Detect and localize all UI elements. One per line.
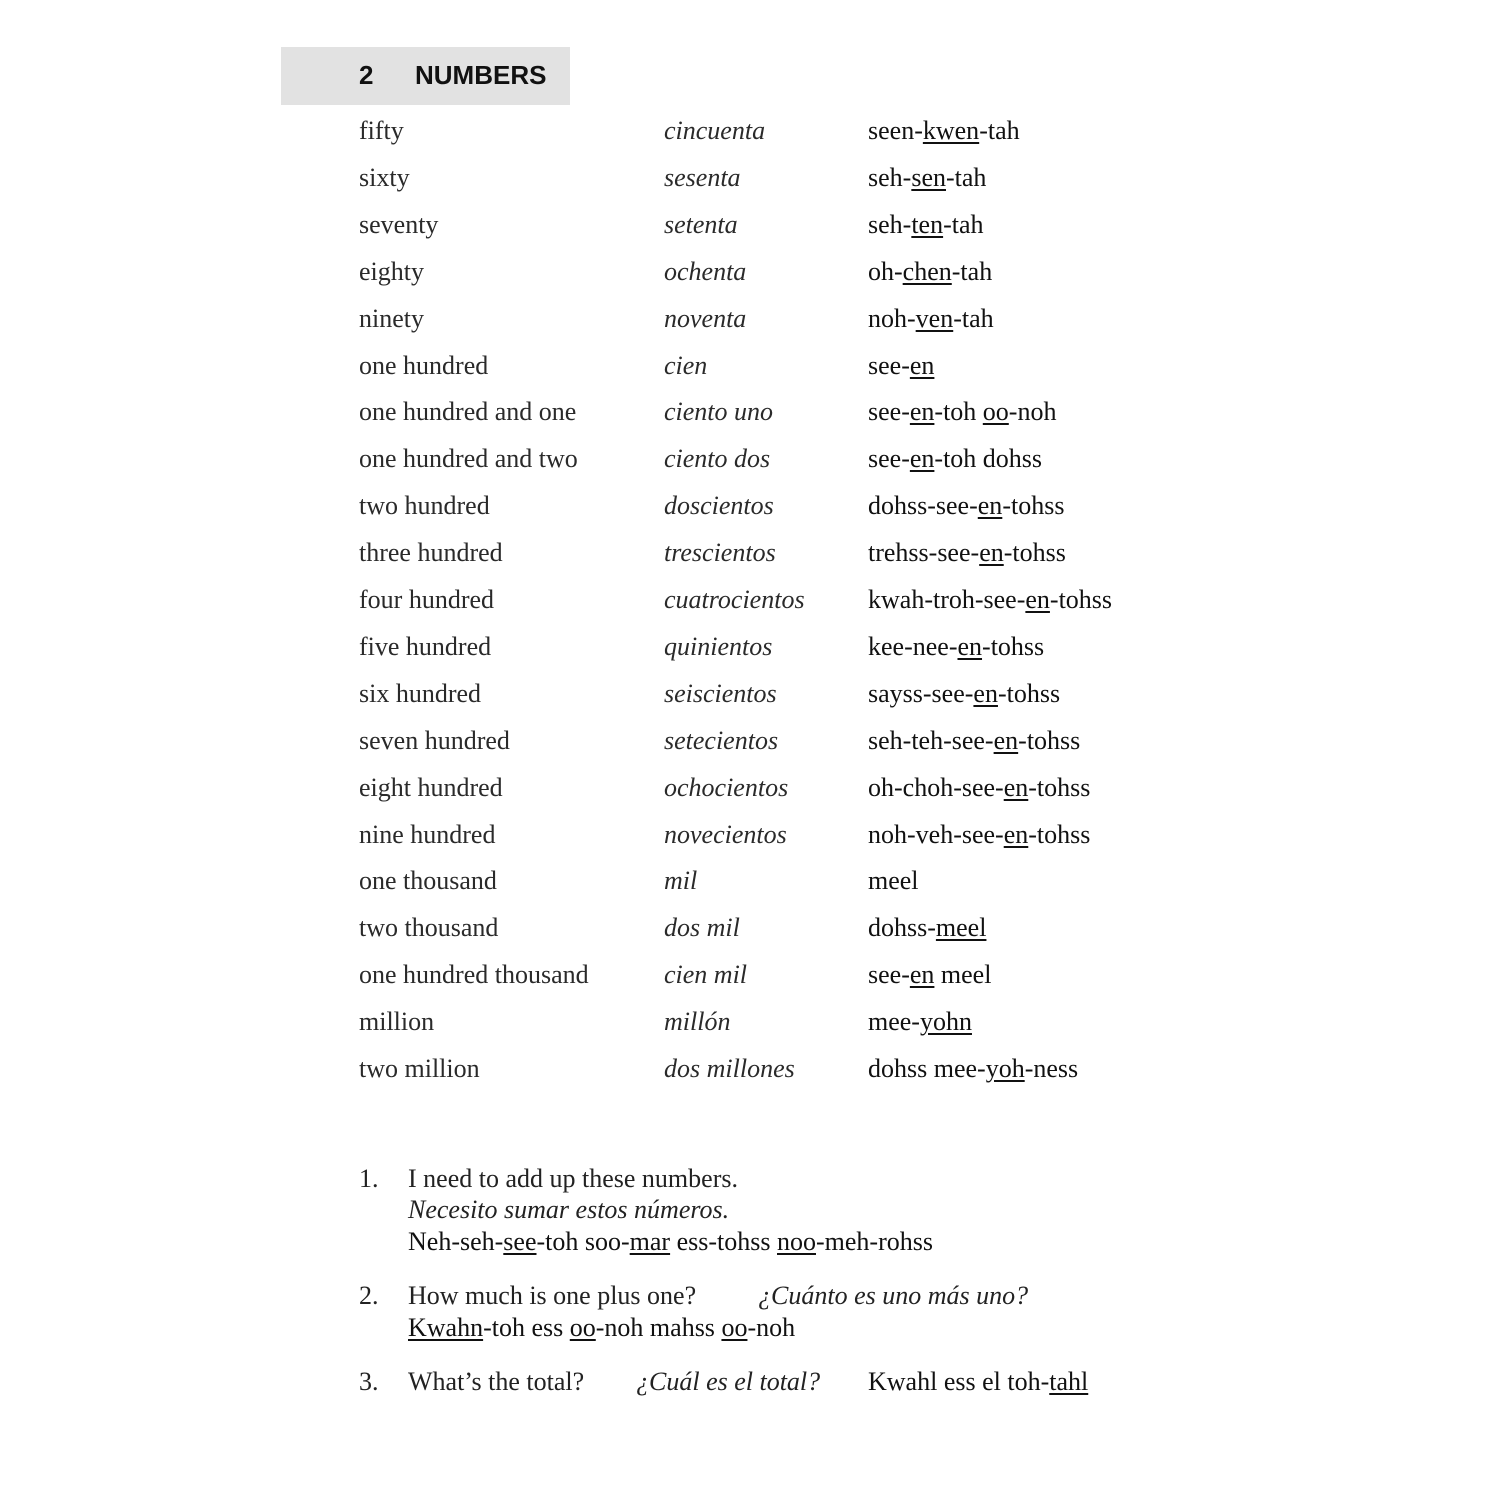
pronunciation	[868, 1007, 972, 1037]
pronunciation	[868, 960, 991, 990]
syllable: -meh-rohss	[816, 1227, 933, 1256]
example-spanish: ¿Cuánto es uno más uno?	[758, 1281, 1029, 1310]
syllable: see-	[868, 960, 910, 990]
syllable: kwah-troh-see-	[868, 585, 1026, 614]
syllable: -tah	[979, 116, 1020, 145]
syllable: oh-choh-see-	[868, 772, 1004, 802]
syllable: -tohss	[1028, 819, 1091, 849]
spanish-term: mil	[664, 866, 698, 896]
syllable: -toh	[934, 397, 983, 427]
syllable: -ness	[1024, 1054, 1079, 1083]
spanish-term: trescientos	[664, 538, 776, 568]
english-term: ninety	[359, 303, 424, 333]
example-english: I need to add up these numbers.	[408, 1164, 738, 1193]
syllable: -noh	[1008, 397, 1057, 427]
pronunciation	[868, 679, 1060, 709]
stressed-syllable: meel	[935, 913, 987, 943]
syllable: -tohss	[1049, 585, 1113, 614]
pronunciation	[868, 397, 1056, 427]
vocab-row	[0, 1054, 1500, 1094]
stressed-syllable: chen	[902, 256, 952, 286]
pronunciation	[868, 538, 1066, 568]
pronunciation	[868, 257, 992, 287]
vocab-row	[0, 397, 1500, 437]
syllable: ess-tohss	[670, 1227, 777, 1256]
stressed-syllable: en	[1003, 819, 1029, 849]
syllable: seh-teh-see-	[868, 725, 994, 755]
spanish-term: ciento uno	[664, 397, 774, 427]
vocab-row	[0, 444, 1500, 484]
spanish-term: seiscientos	[664, 678, 777, 708]
pronunciation	[868, 444, 1042, 474]
vocab-row	[0, 679, 1500, 719]
spanish-term: dos millones	[664, 1054, 795, 1083]
syllable: see-	[868, 350, 910, 380]
vocab-row	[0, 163, 1500, 203]
pronunciation	[868, 585, 1112, 615]
stressed-syllable: kwen	[922, 116, 980, 145]
vocab-row	[0, 491, 1500, 531]
example-number: 1.	[359, 1164, 379, 1193]
syllable: see-	[868, 444, 910, 474]
syllable: oh-	[868, 256, 903, 286]
pronunciation	[868, 913, 986, 943]
vocab-row	[0, 820, 1500, 860]
spanish-term: noventa	[664, 303, 747, 333]
syllable: noh-veh-see-	[868, 819, 1004, 849]
spanish-term: novecientos	[664, 819, 787, 849]
stressed-syllable: en	[979, 538, 1004, 568]
stressed-syllable: ten	[911, 209, 944, 239]
vocab-row	[0, 960, 1500, 1000]
pronunciation	[868, 866, 919, 896]
pronunciation	[868, 1054, 1078, 1084]
pronunciation	[868, 491, 1064, 521]
spanish-term: setecientos	[664, 725, 779, 755]
stressed-syllable: mar	[629, 1227, 671, 1256]
chapter-number: 2	[359, 60, 374, 90]
english-term: eight hundred	[359, 772, 503, 802]
english-term: three hundred	[359, 538, 503, 568]
syllable: kee-nee-	[868, 631, 958, 661]
stressed-syllable: en	[909, 960, 935, 990]
vocab-row	[0, 304, 1500, 344]
pronunciation	[868, 304, 994, 334]
syllable: -tohss	[997, 678, 1061, 708]
example-number: 3.	[359, 1367, 379, 1396]
syllable: sayss-see-	[868, 678, 974, 708]
example-pronunciation	[868, 1367, 1088, 1397]
spanish-term: cien mil	[664, 960, 748, 990]
spanish-term: ochocientos	[664, 772, 789, 802]
chapter-header	[281, 47, 570, 105]
vocab-row	[0, 1007, 1500, 1047]
spanish-term: dos mil	[664, 913, 740, 943]
english-term: sixty	[359, 162, 410, 192]
english-term: five hundred	[359, 631, 492, 661]
example-english: How much is one plus one?	[408, 1281, 697, 1310]
pronunciation	[868, 163, 986, 193]
stressed-syllable: en	[909, 397, 935, 427]
spanish-term: sesenta	[664, 162, 741, 192]
example-pronunciation	[408, 1227, 933, 1257]
vocab-row	[0, 538, 1500, 578]
pronunciation	[868, 116, 1020, 146]
vocab-row	[0, 913, 1500, 953]
syllable: -tohss	[1002, 491, 1065, 521]
syllable: -noh	[747, 1313, 796, 1342]
vocab-row	[0, 632, 1500, 672]
stressed-syllable: en	[973, 678, 998, 708]
english-term: eighty	[359, 256, 424, 286]
syllable: seh-	[868, 162, 912, 192]
syllable: meel	[868, 866, 919, 896]
spanish-term: ciento dos	[664, 444, 771, 474]
stressed-syllable: Kwahn	[408, 1313, 484, 1342]
vocab-row	[0, 773, 1500, 813]
syllable: -tohss	[982, 631, 1045, 661]
example-spanish: ¿Cuál es el total?	[636, 1367, 821, 1396]
pronunciation	[868, 351, 934, 381]
syllable: -tohss	[1018, 725, 1081, 755]
syllable: Neh-seh-	[408, 1227, 504, 1256]
pronunciation	[868, 773, 1090, 803]
syllable: -tah	[953, 303, 994, 333]
stressed-syllable: oo	[569, 1313, 596, 1342]
example-spanish: Necesito sumar estos números.	[408, 1195, 730, 1224]
stressed-syllable: en	[1025, 585, 1050, 614]
syllable: -toh dohss	[934, 444, 1043, 474]
stressed-syllable: en	[993, 725, 1019, 755]
spanish-term: millón	[664, 1007, 731, 1037]
syllable: dohss-	[868, 913, 936, 943]
syllable: -toh soo-	[536, 1227, 630, 1256]
pronunciation	[868, 632, 1044, 662]
syllable: noh-	[868, 303, 916, 333]
stressed-syllable: yoh	[985, 1054, 1025, 1083]
english-term: one hundred	[359, 350, 489, 380]
stressed-syllable: en	[909, 444, 935, 474]
stressed-syllable: see	[503, 1227, 537, 1256]
pronunciation	[868, 210, 984, 240]
english-term: four hundred	[359, 585, 495, 614]
stressed-syllable: en	[909, 350, 935, 380]
example-pronunciation	[408, 1313, 795, 1343]
stressed-syllable: sen	[911, 162, 946, 192]
english-term: one hundred thousand	[359, 960, 589, 990]
syllable: see-	[868, 397, 910, 427]
spanish-term: setenta	[664, 209, 738, 239]
stressed-syllable: noo	[777, 1227, 816, 1256]
english-term: seventy	[359, 209, 439, 239]
stressed-syllable: en	[977, 491, 1003, 521]
vocab-row	[0, 116, 1500, 156]
chapter-title: NUMBERS	[415, 60, 547, 90]
stressed-syllable: ven	[915, 303, 954, 333]
syllable: -toh ess	[483, 1313, 570, 1342]
syllable: seh-	[868, 209, 912, 239]
example-english: What’s the total?	[408, 1367, 585, 1396]
spanish-term: doscientos	[664, 491, 774, 521]
syllable: meel	[934, 960, 992, 990]
english-term: one hundred and one	[359, 397, 577, 427]
english-term: seven hundred	[359, 725, 510, 755]
english-term: million	[359, 1007, 435, 1037]
vocab-row	[0, 351, 1500, 391]
english-term: fifty	[359, 116, 404, 145]
spanish-term: cuatrocientos	[664, 585, 805, 614]
syllable: trehss-see-	[868, 538, 980, 568]
stressed-syllable: oo	[982, 397, 1009, 427]
spanish-term: cien	[664, 350, 708, 380]
syllable: -tohss	[1003, 538, 1066, 568]
stressed-syllable: oo	[721, 1313, 748, 1342]
pronunciation	[868, 726, 1080, 756]
syllable: mee-	[868, 1007, 920, 1037]
stressed-syllable: tahl	[1049, 1367, 1089, 1396]
spanish-term: quinientos	[664, 631, 773, 661]
english-term: two hundred	[359, 491, 490, 521]
syllable: -tah	[951, 256, 993, 286]
syllable: seen-	[868, 116, 923, 145]
syllable: -tah	[943, 209, 984, 239]
english-term: one hundred and two	[359, 444, 578, 474]
example-number: 2.	[359, 1281, 379, 1310]
stressed-syllable: yohn	[919, 1007, 972, 1037]
syllable: -tohss	[1028, 772, 1091, 802]
syllable: Kwahl ess el toh-	[868, 1367, 1050, 1396]
vocab-row	[0, 866, 1500, 906]
english-term: nine hundred	[359, 819, 496, 849]
stressed-syllable: en	[1003, 772, 1029, 802]
spanish-term: ochenta	[664, 256, 747, 286]
english-term: two million	[359, 1054, 480, 1083]
syllable: dohss mee-	[868, 1054, 986, 1083]
syllable: dohss-see-	[868, 491, 978, 521]
vocab-row	[0, 210, 1500, 250]
english-term: two thousand	[359, 913, 499, 943]
vocab-row	[0, 585, 1500, 625]
english-term: six hundred	[359, 678, 482, 708]
vocab-row	[0, 726, 1500, 766]
syllable: -tah	[946, 162, 987, 192]
pronunciation	[868, 820, 1090, 850]
vocab-row	[0, 257, 1500, 297]
english-term: one thousand	[359, 866, 497, 896]
syllable: -noh mahss	[595, 1313, 722, 1342]
spanish-term: cincuenta	[664, 116, 766, 145]
stressed-syllable: en	[957, 631, 983, 661]
